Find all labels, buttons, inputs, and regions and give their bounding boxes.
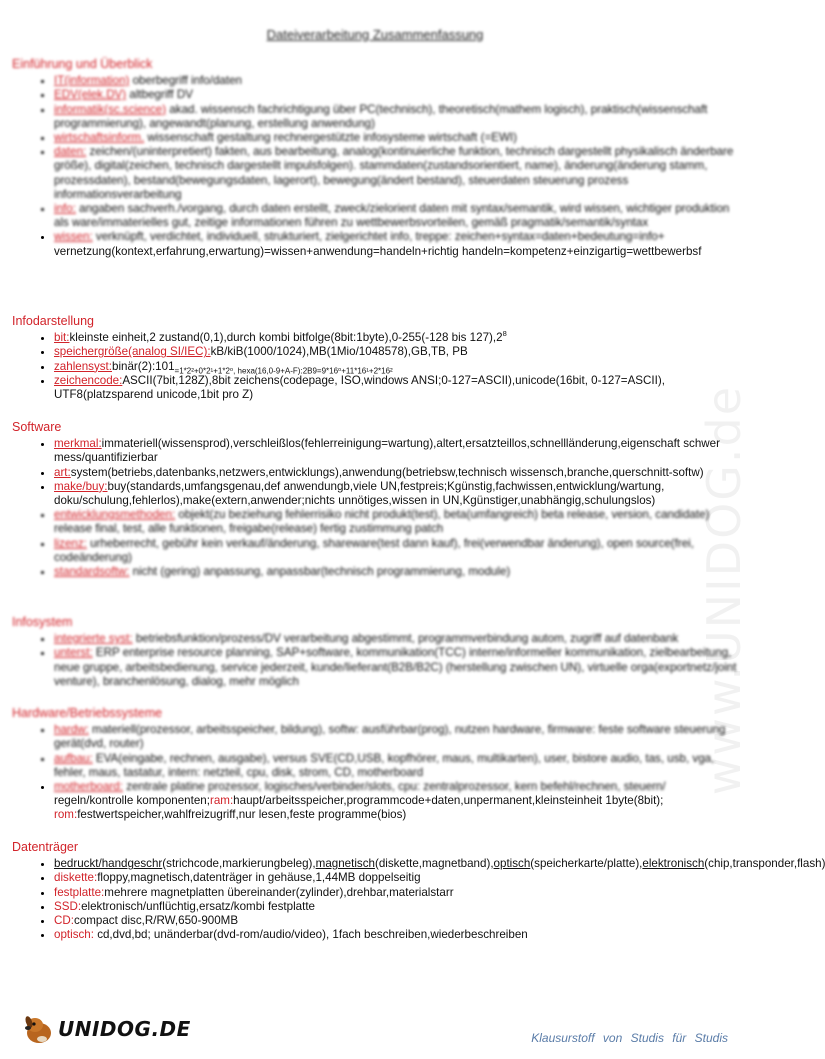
logo-text: UNIDOG.DE xyxy=(58,1016,191,1041)
list-item: • festplatte:mehrere magnetplatten übereinander(zylinder),drehbar,materialstarr xyxy=(54,886,740,900)
list-item: • aufbau: EVA(eingabe, rechnen, ausgabe), versus SVE(CD,USB, kopfhörer, maus, multikarten), user, bistore audio, tas, usb, vga, fehler, maus, tastatur, intern: netzteil, cpu, disk, strom, CD, motherboard xyxy=(54,752,740,780)
section-software xyxy=(12,420,740,579)
list-item: • standardsoftw: nicht (gering) anpassung, anpassbar(technisch programmierung, module) xyxy=(54,565,740,579)
list-item: • optisch: cd,dvd,bd; unänderbar(dvd-rom/audio/video), 1fach beschreiben,wiederbeschreiben xyxy=(54,928,740,942)
list-item: • CD:compact disc,R/RW,650-900MB xyxy=(54,914,740,928)
list-item: • motherboard: zentrale platine prozessor, logisches/verbinder/slots, cpu: zentralprozessor, kern befehl/rechnen, steuern/ regeln/kontrolle komponenten;ram:haupt/arbeitsspeicher,programmcode+daten,unpermanent,kleinsteinheit 1byte(8bit); rom:festwertspeicher,wahlfreizugriff,nur lesen,feste programme(bios) xyxy=(54,780,740,823)
list-item: • info: angaben sachverh./vorgang, durch daten erstellt, zweck/zielorient daten mit syntax/semantik, wird wissen, wichtiger produktion als ware/immaterielles gut, zeitige informationen führen zu wettbewerbsvorteilen, gemäß pragmatik/semantik/syntax xyxy=(54,202,740,230)
list-item: • hardw: materiell(prozessor, arbeitsspeicher, bildung), softw: ausführbar(prog), nutzen hardware, firmware: feste software steuerung gerät(dvd, router) xyxy=(54,723,740,751)
dog-mascot-icon xyxy=(22,1013,56,1045)
unidog-logo[interactable] xyxy=(22,1012,191,1046)
list-item: • lizenz: urheberrecht, gebühr kein verkauf/änderung, shareware(test dann kauf), frei(verwendbar änderung), open source(frei, codeänderung) xyxy=(54,537,740,565)
list-item: • SSD:elektronisch/unflüchtig,ersatz/kombi festplatte xyxy=(54,900,740,914)
watermark: www.UNIDOG.de xyxy=(696,384,751,796)
list-item: • IT(information) oberbegriff info/daten xyxy=(54,74,740,88)
list-item: • wissen: verknüpft, verdichtet, individuell, strukturiert, zielgerichtet info, treppe: zeichen+syntax=daten+bedeutung=info+ vernetzung(kontext,erfahrung,erwartung)=wissen+anwendung=handeln+richtig handeln=kompetenz+einzigartig=wettbewerbsf xyxy=(54,230,740,258)
section-infosystem xyxy=(12,615,740,689)
section-heading: Datenträger xyxy=(12,840,79,854)
list-item: • zeichencode:ASCII(7bit,128Z),8bit zeichens(codepage, ISO,windows ANSI;0-127=ASCII),unicode(16bit, 0-127=ASCII), UTF8(platzsparend unicode,1bit pro Z) xyxy=(54,374,740,402)
list-item: • $zahlensyst:binär(2):101_{=1*2^2+0*2^1+1*2^0, hexa(16,0-9+A-F):2B9=9*16^0+11*16^1+2*16^2}$ xyxy=(54,360,740,374)
footer-tagline: Klausurstoff von Studis für Studis xyxy=(531,1031,728,1045)
section-heading: Infodarstellung xyxy=(12,314,95,328)
section-einfuehrung xyxy=(12,57,740,259)
list-item: • bedruckt/handgeschr(strichcode,markierungbeleg),magnetisch(diskette,magnetband),optisch(speicherkarte/platte),elektronisch(chip,transponder,flash) xyxy=(54,857,740,871)
section-hardware xyxy=(12,706,740,823)
section-heading: Software xyxy=(12,420,62,434)
list-item: • unterst: ERP enterprise resource planning, SAP+software, kommunikation(TCC) interne/informeller kommunikation, zielbearbeitung, neue gruppe, arbeitsbedienung, service jederzeit, kunde/lieferant(B2B/B2C) (herstellung zwischen UN), virtuelle orga(exportnetz/joint venture), branchenlösung, dialog, mehr möglich xyxy=(54,646,740,689)
list-item: • art:system(betriebs,datenbanks,netzwers,entwicklungs),anwendung(betriebsw,technisch wissensch,branche,querschnitt-softw) xyxy=(54,466,740,480)
section-heading: Infosystem xyxy=(12,615,73,629)
section-heading: Einführung und Überblick xyxy=(12,57,153,71)
list-item: • informatik(sc.science) akad. wissensch fachrichtigung über PC(technisch), theoretisch(mathem logisch), praktisch(wissenschaft programmierung), angewandt(planung, erstellung anwendung) xyxy=(54,103,740,131)
section-heading: Hardware/Betriebssysteme xyxy=(12,706,163,720)
list-item: • wirtschaftsinform. wissenschaft gestaltung rechnergestützte infosysteme wirtschaft (=EWI) xyxy=(54,131,740,145)
list-item: • EDV(elek.DV) altbegriff DV xyxy=(54,88,740,102)
document-title: Dateiverarbeitung Zusammenfassung xyxy=(266,27,484,42)
list-item: • daten: zeichen/(uninterpretiert) fakten, aus bearbeitung, analog(kontinuierliche funktion, technisch dargestellt physikalisch änderbare größe), digital(zeichen, technisch dargestellt impulsfolgen). stammdaten(zustandsorientiert, name), änderung(änderung stamm, prozessdaten), bestand(bewegungsdaten, lagerort), bewegung(ändert bestand), steuerdaten steuerung prozess informationsverarbeitung xyxy=(54,145,740,202)
list-item: • entwicklungsmethoden: objekt(zu beziehung fehlerrisiko nicht produkt(test), beta(umfangreich) beta release, version, candidate) release final, test, alle funktionen, freigabe(release) fertig zustimmung patch xyxy=(54,508,740,536)
list-item: • integrierte syst: betriebsfunktion/prozess/DV verarbeitung abgestimmt, programmverbindung autom, zugriff auf datenbank xyxy=(54,632,740,646)
section-datentraeger xyxy=(12,840,825,942)
section-infodarstellung xyxy=(12,314,740,402)
list-item: • merkmal:immateriell(wissensprod),verschleißlos(fehlerreinigung=wartung),altert,ersatzteillos,schnellländerung,eigenschaft schwer mess/quantifizierbar xyxy=(54,437,740,465)
list-item: • speichergröße(analog SI/IEC):kB/kiB(1000/1024),MB(1Mio/1048578),GB,TB, PB xyxy=(54,345,740,359)
list-item: • diskette:floppy,magnetisch,datenträger in gehäuse,1,44MB doppelseitig xyxy=(54,871,740,885)
list-item: • make/buy:buy(standards,umfangsgenau,def anwendungb,viele UN,festpreis;Kgünstig,fachwissen,entwicklung/wartung, doku/schulung,fehlerlos),make(extern,anwender;nichts unnötiges,wissen in UN,Kgünstiger,unabhängig,schulungslos) xyxy=(54,480,740,508)
list-item: • bit:kleinste einheit,2 zustand(0,1),durch kombi bitfolge(8bit:1byte),0-255(-128 bis $127),2^8$ xyxy=(54,331,740,345)
